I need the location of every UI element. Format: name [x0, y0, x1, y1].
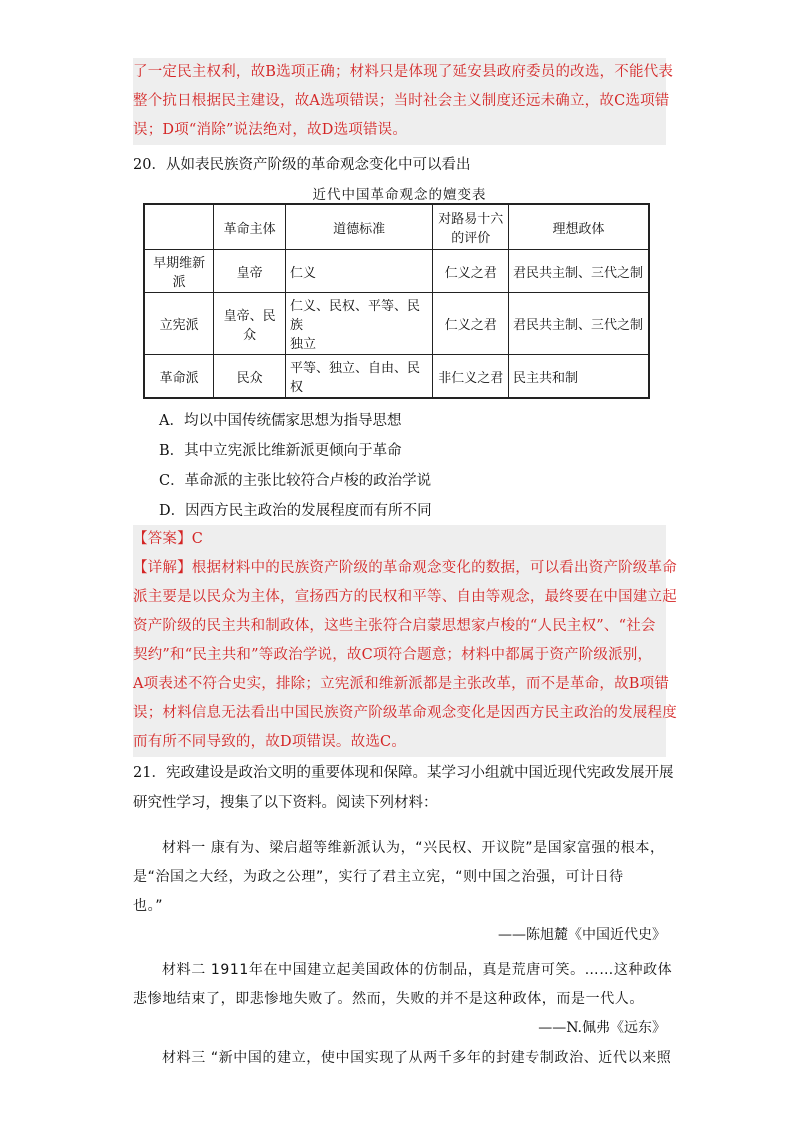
explanation-line: 契约”和“民主共和”等政治学说，故C项符合题意；材料中都属于资产阶级派别， — [133, 647, 653, 663]
table-header-cell — [144, 204, 214, 250]
table-cell: 早期维新派 — [144, 250, 214, 293]
material-line: 是“治国之大经，为政之公理”，实行了君主立宪，“则中国之治强，可计日待 — [133, 869, 624, 885]
explanation-line: A项表述不符合史实，排除；立宪派和维新派都是主张改革，而不是革命，故B项错 — [133, 676, 670, 692]
material-line: 材料二 1911年在中国建立起美国政体的仿制品，真是荒唐可笑。……这种政体 — [162, 962, 673, 978]
cell-line: 独立 — [290, 337, 317, 352]
table-caption: 近代中国革命观念的嬗变表 — [312, 187, 487, 203]
question-21 — [133, 758, 674, 818]
material-1 — [133, 834, 666, 950]
material-line: 悲惨地结束了，即悲惨地失败了。然而，失败的并不是这种政体，而是一代人。 — [133, 991, 644, 1007]
question-21-stem-line: 研究性学习，搜集了以下资料。阅读下列材料： — [133, 795, 438, 811]
table-cell: 革命派 — [144, 355, 214, 399]
revolution-concept-table — [143, 203, 650, 399]
table-cell: 君民共主制、三代之制 — [509, 250, 649, 293]
table-row — [144, 355, 649, 399]
explanation-line: 误；D项“消除”说法绝对，故D选项错误。 — [133, 122, 408, 138]
option-d: D．因西方民主政治的发展程度而有所不同 — [159, 503, 432, 519]
explanation-line: 而有所不同导致的，故D项错误。故选C。 — [133, 734, 407, 750]
explanation-line: 派主要是以民众为主体，宣扬西方的民权和平等、自由等观念，最终要在中国建立起 — [133, 589, 677, 605]
option-a: A．均以中国传统儒家思想为指导思想 — [159, 413, 402, 429]
material-line: 材料三 “新中国的建立，使中国实现了从两千多年的封建专制政治、近代以来照 — [162, 1050, 672, 1066]
table-cell: 民众 — [214, 355, 286, 399]
option-b: B．其中立宪派比维新派更倾向于革命 — [159, 443, 402, 459]
table-header-cell: 道德标准 — [286, 204, 433, 250]
table-cell: 民主共和制 — [509, 355, 649, 399]
question-21-stem-line: 21．宪政建设是政治文明的重要体现和保障。某学习小组就中国近现代宪政发展开展 — [133, 765, 674, 781]
table-header-cell: 理想政体 — [509, 204, 649, 250]
table-header-cell — [433, 204, 509, 250]
header-line: 的评价 — [451, 231, 491, 246]
table-cell: 仁义之君 — [433, 250, 509, 293]
explanation-line: 【详解】根据材料中的民族资产阶级的革命观念变化的数据，可以看出资产阶级革命 — [133, 560, 677, 576]
material-3 — [133, 1044, 672, 1073]
table-cell: 非仁义之君 — [433, 355, 509, 399]
explanation-line: 误；材料信息无法看出中国民族资产阶级革命观念变化是因西方民主政治的发展程度 — [133, 705, 677, 721]
question-20-answer-block — [133, 525, 677, 757]
answer-label: 【答案】C — [133, 531, 204, 547]
material-source: ——陈旭麓《中国近代史》 — [498, 927, 666, 943]
material-source: ——N.佩弗《远东》 — [538, 1020, 666, 1036]
table-header-row — [144, 204, 649, 250]
table-cell: 君民共主制、三代之制 — [509, 293, 649, 355]
explanation-line: 整个抗日根据民主建设，故A选项错误；当时社会主义制度还远未确立，故C选项错 — [133, 93, 670, 109]
table-cell: 立宪派 — [144, 293, 214, 355]
table-header-cell: 革命主体 — [214, 204, 286, 250]
table-cell: 皇帝 — [214, 250, 286, 293]
header-line: 对路易十六 — [438, 212, 504, 227]
explanation-line: 资产阶级的民主共和制政体，这些主张符合启蒙思想家卢梭的“人民主权”、“社会 — [133, 618, 656, 634]
table-cell: 皇帝、民众 — [214, 293, 286, 355]
option-c: C．革命派的主张比较符合卢梭的政治学说 — [159, 473, 432, 489]
material-2 — [133, 956, 673, 1043]
question-20-options — [133, 406, 666, 526]
table-cell — [286, 293, 433, 355]
question-20-stem: 20．从如表民族资产阶级的革命观念变化中可以看出 — [133, 157, 471, 173]
previous-explanation — [133, 58, 674, 145]
explanation-line: 了一定民主权利，故B选项正确；材料只是体现了延安县政府委员的改选，不能代表 — [133, 64, 674, 80]
cell-line: 仁义、民权、平等、民族 — [290, 299, 421, 333]
table-row — [144, 293, 649, 355]
table-cell: 仁义之君 — [433, 293, 509, 355]
table-row — [144, 250, 649, 293]
table-cell: 仁义 — [286, 250, 433, 293]
material-line: 也。” — [133, 898, 164, 914]
table-cell: 平等、独立、自由、民权 — [286, 355, 433, 399]
material-line: 材料一 康有为、梁启超等维新派认为，“兴民权、开议院”是国家富强的根本， — [162, 840, 665, 856]
